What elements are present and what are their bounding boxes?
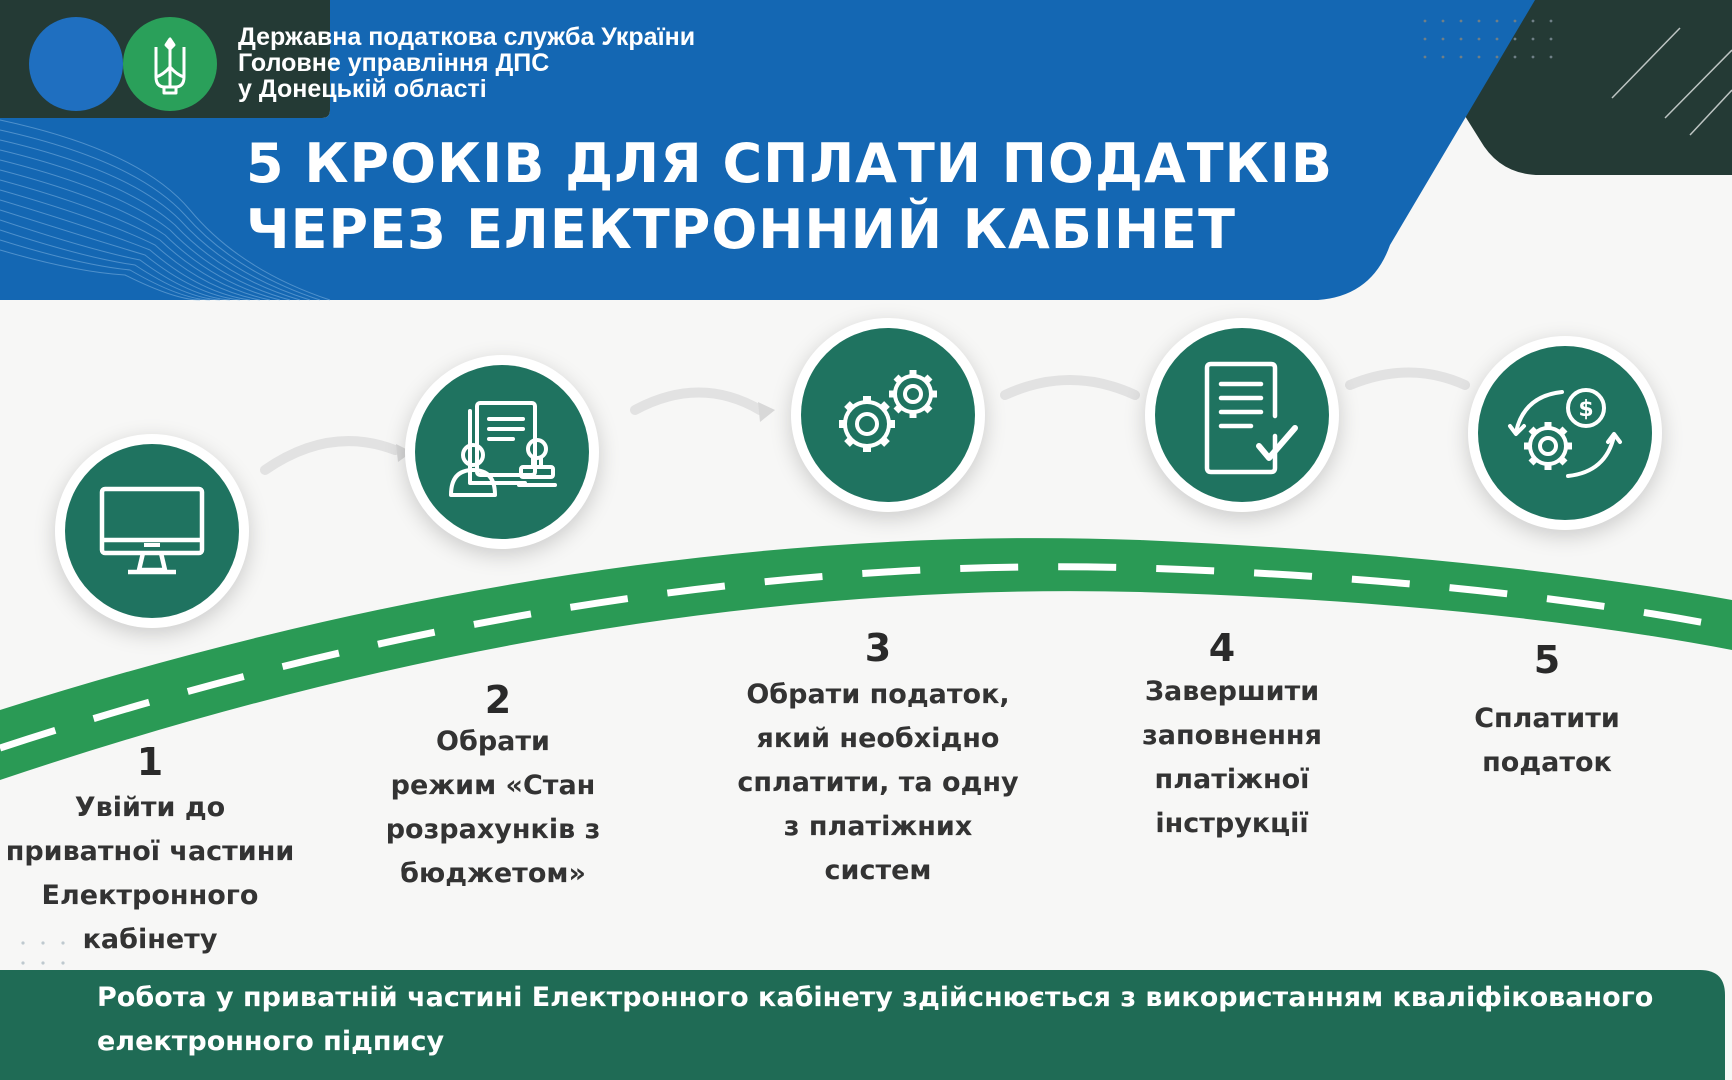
monitor-icon: [65, 444, 239, 618]
step-4-circle: [1145, 318, 1339, 512]
step-1-text-line: Увійти до: [74, 792, 226, 823]
step-4-text: [1082, 670, 1382, 846]
green-emblem-circle: [123, 17, 217, 111]
trident-icon: [123, 17, 217, 111]
step-3-number: 3: [864, 626, 892, 670]
org-name-line-3: у Донецькій області: [238, 75, 487, 103]
step-3-text-line: систем: [824, 855, 932, 886]
step-5-text-line: податок: [1482, 747, 1612, 778]
step-2-number: 2: [484, 678, 512, 722]
step-3-text-line: з платіжних: [783, 811, 973, 842]
page-title-line-2: ЧЕРЕЗ ЕЛЕКТРОННИЙ КАБІНЕТ: [246, 198, 1236, 261]
step-3-circle: [791, 318, 985, 512]
step-3-text-line: який необхідно: [756, 723, 1000, 754]
gears-icon: [801, 328, 975, 502]
step-1-text: [0, 786, 310, 962]
step-5-text: [1402, 697, 1692, 785]
footer-note: [97, 976, 1697, 1064]
step-2-text-line: розрахунків з: [385, 814, 601, 845]
svg-text:$: $: [1578, 397, 1594, 422]
step-5-number: 5: [1533, 638, 1561, 682]
step-1-number: 1: [136, 740, 164, 784]
org-name-line-1: Державна податкова служба України: [238, 23, 696, 51]
step-1-text-line: кабінету: [82, 924, 218, 955]
money-gear-cycle-icon: [1478, 346, 1652, 520]
step-4-text-line: заповнення: [1142, 720, 1322, 751]
page-title-line-1: 5 КРОКІВ ДЛЯ СПЛАТИ ПОДАТКІВ: [246, 132, 1334, 195]
step-1-circle: [55, 434, 249, 628]
footer-note-line: Робота у приватній частині Електронного кабінету здійснюється з використанням кваліфікованого: [97, 982, 1654, 1013]
step-1-text-line: Електронного: [41, 880, 259, 911]
step-1-text-line: приватної частини: [5, 836, 295, 867]
step-2-text: [343, 720, 643, 896]
blue-emblem-circle: [29, 17, 123, 111]
step-4-text-line: Завершити: [1144, 676, 1320, 707]
step-2-text-line: бюджетом»: [400, 858, 586, 889]
step-5-text-line: Сплатити: [1474, 703, 1620, 734]
org-name-line-2: Головне управління ДПС: [238, 49, 550, 77]
documents-stamp-icon: [415, 365, 589, 539]
step-4-text-line: інструкції: [1155, 808, 1309, 839]
step-2-circle: [405, 355, 599, 549]
step-2-text-line: режим «Стан: [390, 770, 596, 801]
step-2-text-line: Обрати: [436, 726, 550, 757]
footer-note-line: електронного підпису: [97, 1026, 445, 1057]
step-4-text-line: платіжної: [1154, 764, 1310, 795]
step-3-text-line: сплатити, та одну: [737, 767, 1019, 798]
step-4-number: 4: [1208, 626, 1236, 670]
step-5-circle: [1468, 336, 1662, 530]
step-3-text: [718, 673, 1038, 893]
checklist-icon: [1155, 328, 1329, 502]
step-3-text-line: Обрати податок,: [746, 679, 1010, 710]
